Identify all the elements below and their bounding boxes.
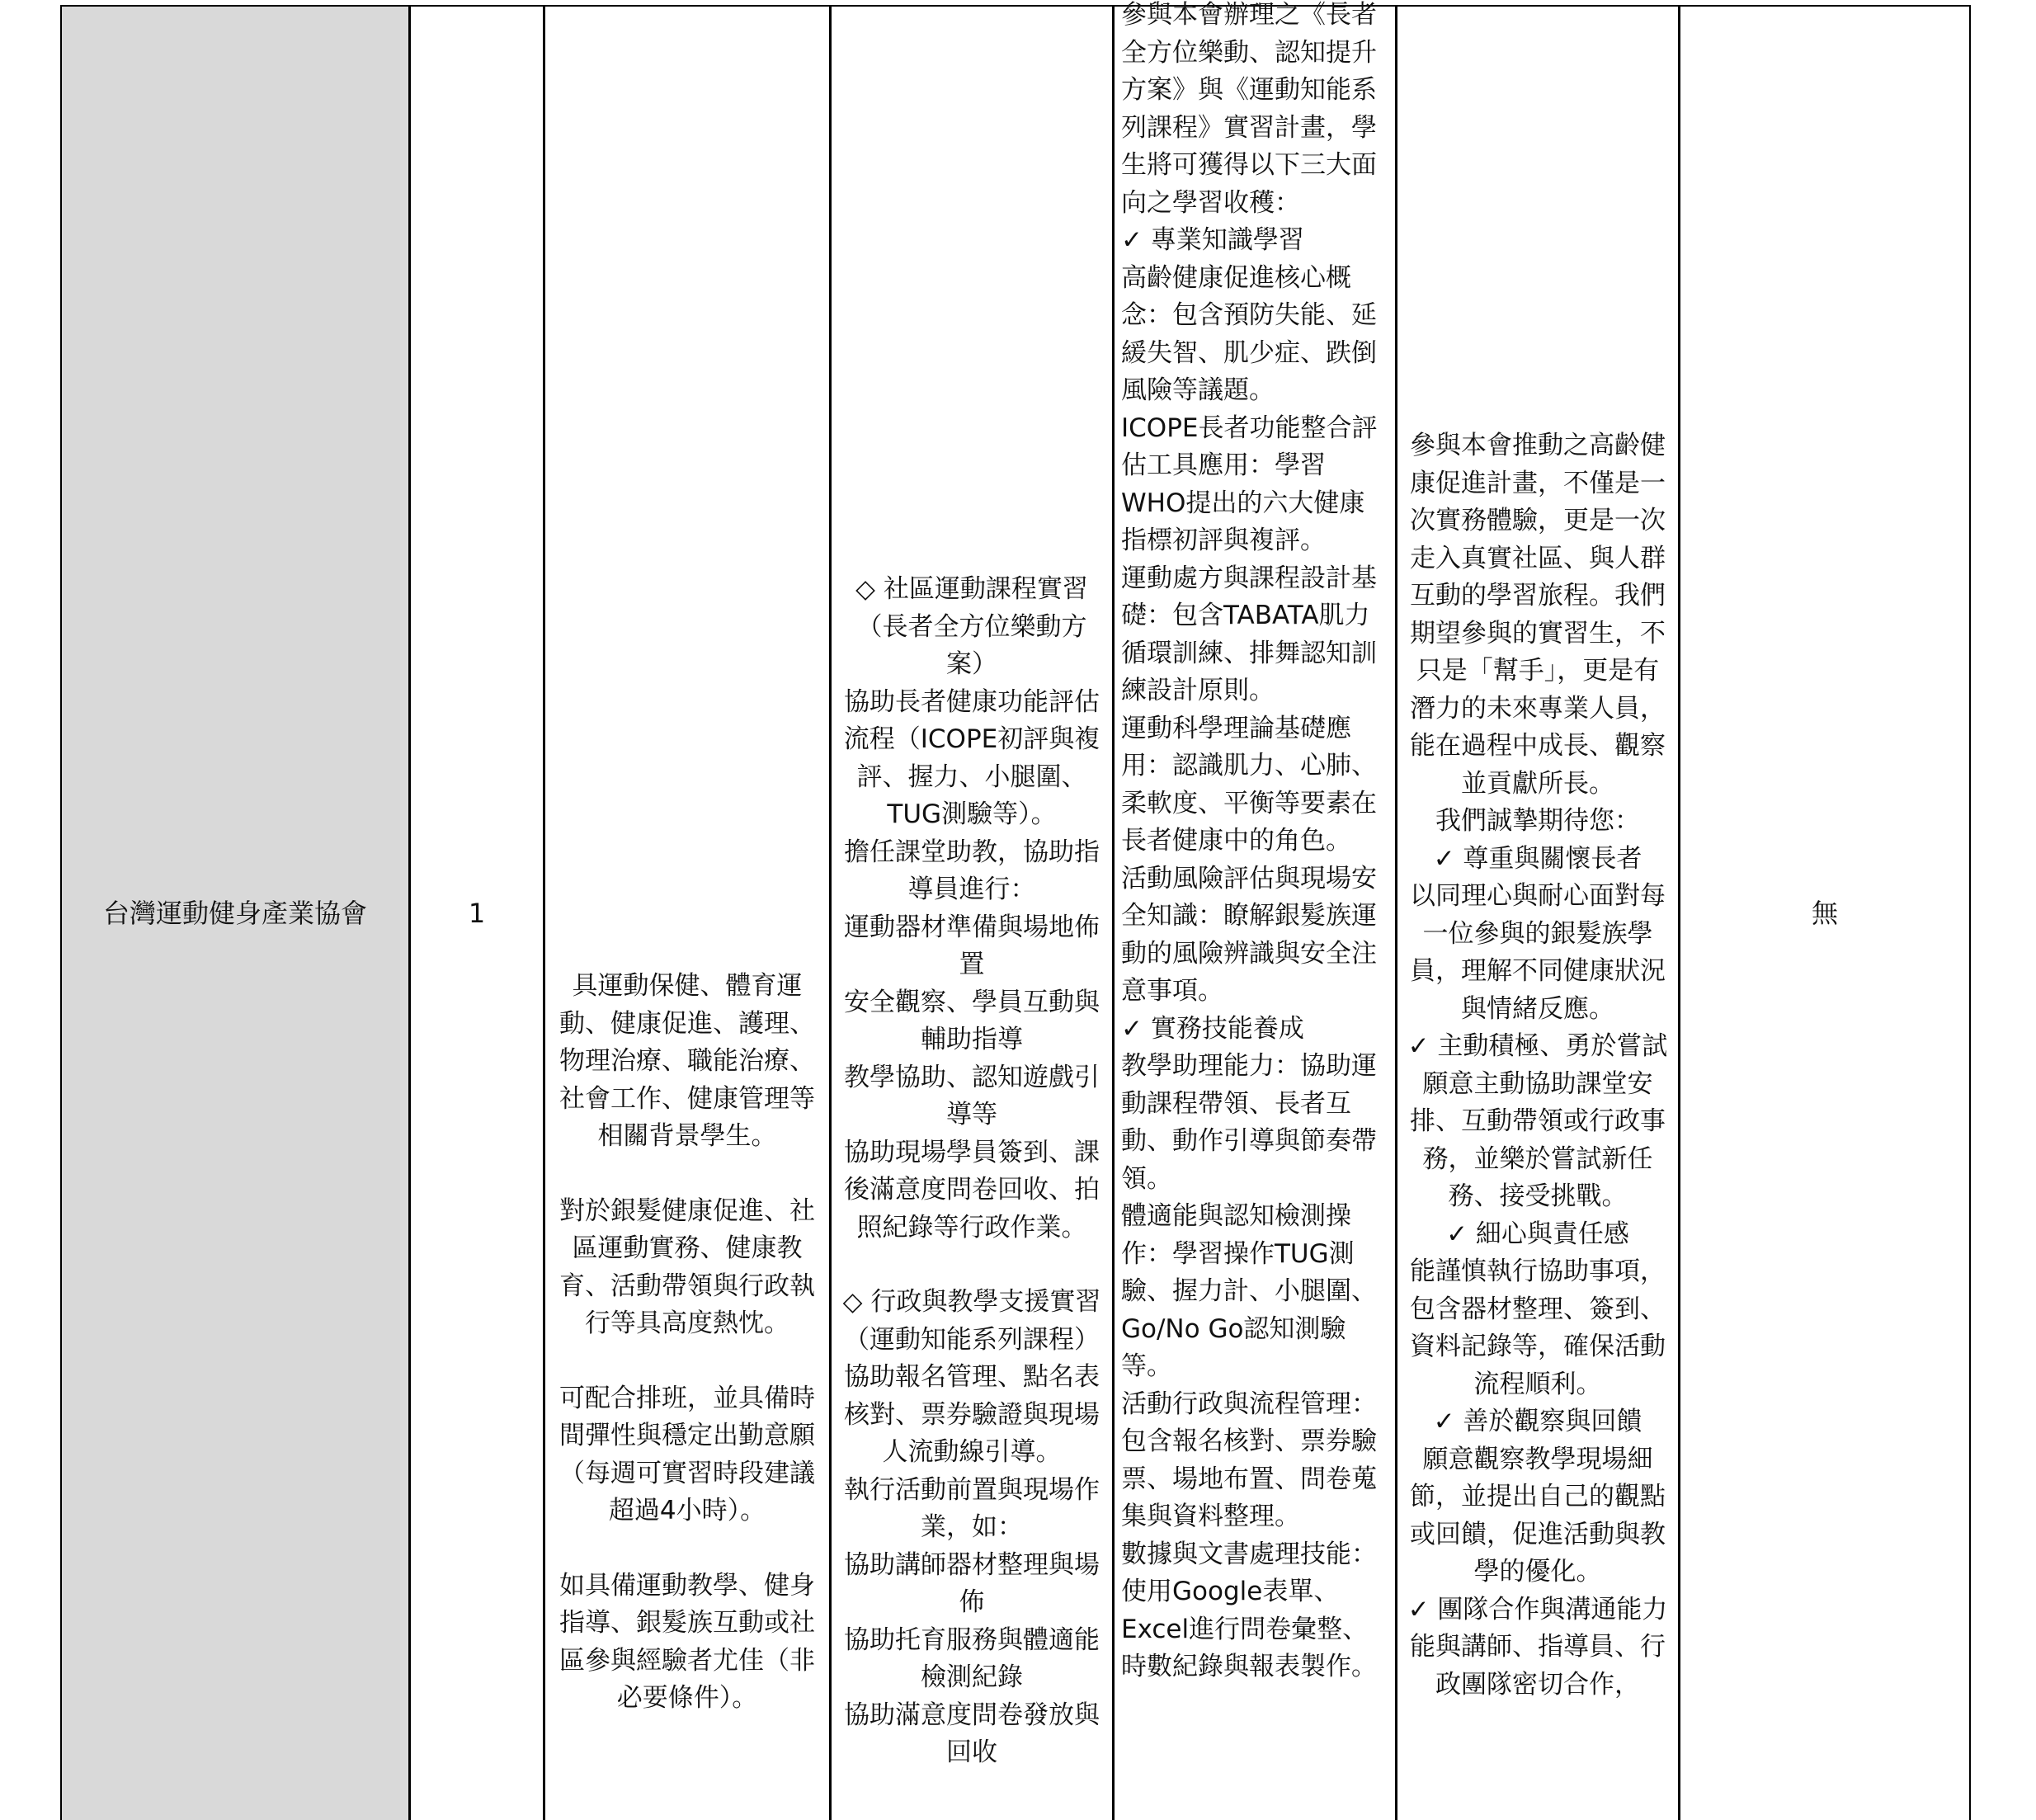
expectation-text: 願意觀察教學現場細節，並提出自己的觀點或回饋，促進活動與教學的優化。 <box>1410 1444 1666 1587</box>
gains-item: 教學助理能力：協助運動課程帶領、長者互動、動作引導與節奏帶領。 <box>1121 1051 1377 1194</box>
other-value: 無 <box>1811 898 1838 929</box>
section1-item: 協助現場學員簽到、課後滿意度問卷回收、拍照紀錄等行政作業。 <box>844 1137 1100 1242</box>
gains-item: 體適能與認知檢測操作：學習操作TUG測驗、握力計、小腿圍、Go/No Go認知測驗等。 <box>1121 1201 1377 1381</box>
expectation-heading: ✓ 善於觀察與回饋 <box>1433 1407 1642 1436</box>
gains-item: 高齡健康促進核心概念：包含預防失能、延緩失智、肌少症、跌倒風險等議題。 <box>1121 262 1377 405</box>
expectation-text: 能謹慎執行協助事項，包含器材整理、簽到、資料記錄等，確保活動流程順利。 <box>1410 1257 1666 1399</box>
section2-item: 協助滿意度問卷發放與回收 <box>844 1700 1100 1767</box>
section2-title: ◇ 行政與教學支援實習（運動知能系列課程） <box>842 1287 1101 1355</box>
section1-item: 教學協助、認知遊戲引導等 <box>844 1062 1100 1129</box>
requirement-3: 可配合排班，並具備時間彈性與穩定出勤意願（每週可實習時段建議超過4小時）。 <box>559 1383 815 1525</box>
expectation-text: 願意主動協助課堂安排、互動帶領或行政事務，並樂於嘗試新任務、接受挑戰。 <box>1410 1068 1666 1211</box>
gains-intro: 參與本會辦理之《長者全方位樂動、認知提升方案》與《運動知能系列課程》實習計畫，學生將可獲得以下三大面向之學習收穫： <box>1121 0 1377 218</box>
gains-item: 活動風險評估與現場安全知識：瞭解銀髮族運動的風險辨識與安全注意事項。 <box>1121 863 1377 1006</box>
openings-count: 1 <box>468 898 486 929</box>
requirements-cell <box>545 7 829 1820</box>
organization-cell <box>62 7 408 1820</box>
requirement-1: 具運動保健、體育運動、健康促進、護理、物理治療、職能治療、社會工作、健康管理等相關背景學生。 <box>559 971 815 1151</box>
requirement-2: 對於銀髮健康促進、社區運動實務、健康教育、活動帶領與行政執行等具高度熱忱。 <box>559 1195 815 1338</box>
requirement-4: 如具備運動教學、健身指導、銀髮族互動或社區參與經驗者尤佳（非必要條件）。 <box>559 1570 815 1713</box>
content-cell <box>832 7 1112 1820</box>
section1-item: 運動器材準備與場地佈置 <box>844 912 1100 979</box>
gains-item: ICOPE長者功能整合評估工具應用：學習WHO提出的六大健康指標初評與複評。 <box>1121 413 1378 555</box>
section1-item: 協助長者健康功能評估流程（ICOPE初評與複評、握力、小腿圍、TUG測驗等）。 <box>843 686 1100 829</box>
section1-item: 安全觀察、學員互動與輔助指導 <box>844 987 1100 1054</box>
gains-heading: ✓ 專業知識學習 <box>1121 225 1304 255</box>
section2-item: 執行活動前置與現場作業，如： <box>844 1474 1100 1542</box>
expectation-heading: ✓ 尊重與關懷長者 <box>1433 843 1642 874</box>
gains-item: 運動科學理論基礎應用：認識肌力、心肺、柔軟度、平衡等要素在長者健康中的角色。 <box>1121 713 1377 856</box>
expectations-text <box>1407 427 1668 1704</box>
expectations-intro: 參與本會推動之高齡健康促進計畫，不僅是一次實務體驗，更是一次走入真實社區、與人群互動的學習旅程。我們期望參與的實習生，不只是「幫手」，更是有潛力的未來專業人員，能在過程中成長、觀察並貢獻所長。 <box>1410 431 1666 799</box>
organization-name: 台灣運動健身產業協會 <box>102 898 367 929</box>
gains-text <box>1121 0 1388 1686</box>
section2-item: 協助報名管理、點名表核對、票券驗證與現場人流動線引導。 <box>844 1362 1100 1467</box>
openings-cell <box>411 7 543 1820</box>
gains-item: 數據與文書處理技能：使用Google表單、Excel進行問卷彙整、時數紀錄與報表製作。 <box>1121 1539 1377 1681</box>
expectation-heading: ✓ 細心與責任感 <box>1446 1219 1629 1249</box>
expectations-cell <box>1397 7 1678 1820</box>
internship-table <box>60 0 1971 1820</box>
section2-item: 協助托育服務與體適能檢測紀錄 <box>844 1624 1100 1692</box>
gains-cell <box>1115 0 1395 1820</box>
other-cell <box>1680 7 1969 1820</box>
section2-item: 協助講師器材整理與場佈 <box>844 1549 1100 1617</box>
expectation-heading: ✓ 主動積極、勇於嘗試 <box>1407 1031 1668 1061</box>
expectations-lead: 我們誠摯期待您： <box>1435 806 1640 836</box>
expectation-text: 能與講師、指導員、行政團隊密切合作， <box>1410 1632 1666 1700</box>
requirements-text <box>555 968 819 1718</box>
section1-item: 擔任課堂助教，協助指導員進行： <box>844 837 1100 904</box>
expectation-heading: ✓ 團隊合作與溝通能力 <box>1407 1594 1668 1624</box>
gains-item: 運動處方與課程設計基礎：包含TABATA肌力循環訓練、排舞認知訓練設計原則。 <box>1121 563 1377 705</box>
expectation-text: 以同理心與耐心面對每一位參與的銀髮族學員，理解不同健康狀況與情緒反應。 <box>1410 881 1666 1024</box>
gains-item: 活動行政與流程管理：包含報名核對、票券驗票、場地布置、問卷蒐集與資料整理。 <box>1121 1389 1377 1531</box>
content-text <box>841 571 1102 1772</box>
section1-title: ◇ 社區運動課程實習（長者全方位樂動方案） <box>855 574 1088 679</box>
gains-heading: ✓ 實務技能養成 <box>1121 1013 1304 1044</box>
